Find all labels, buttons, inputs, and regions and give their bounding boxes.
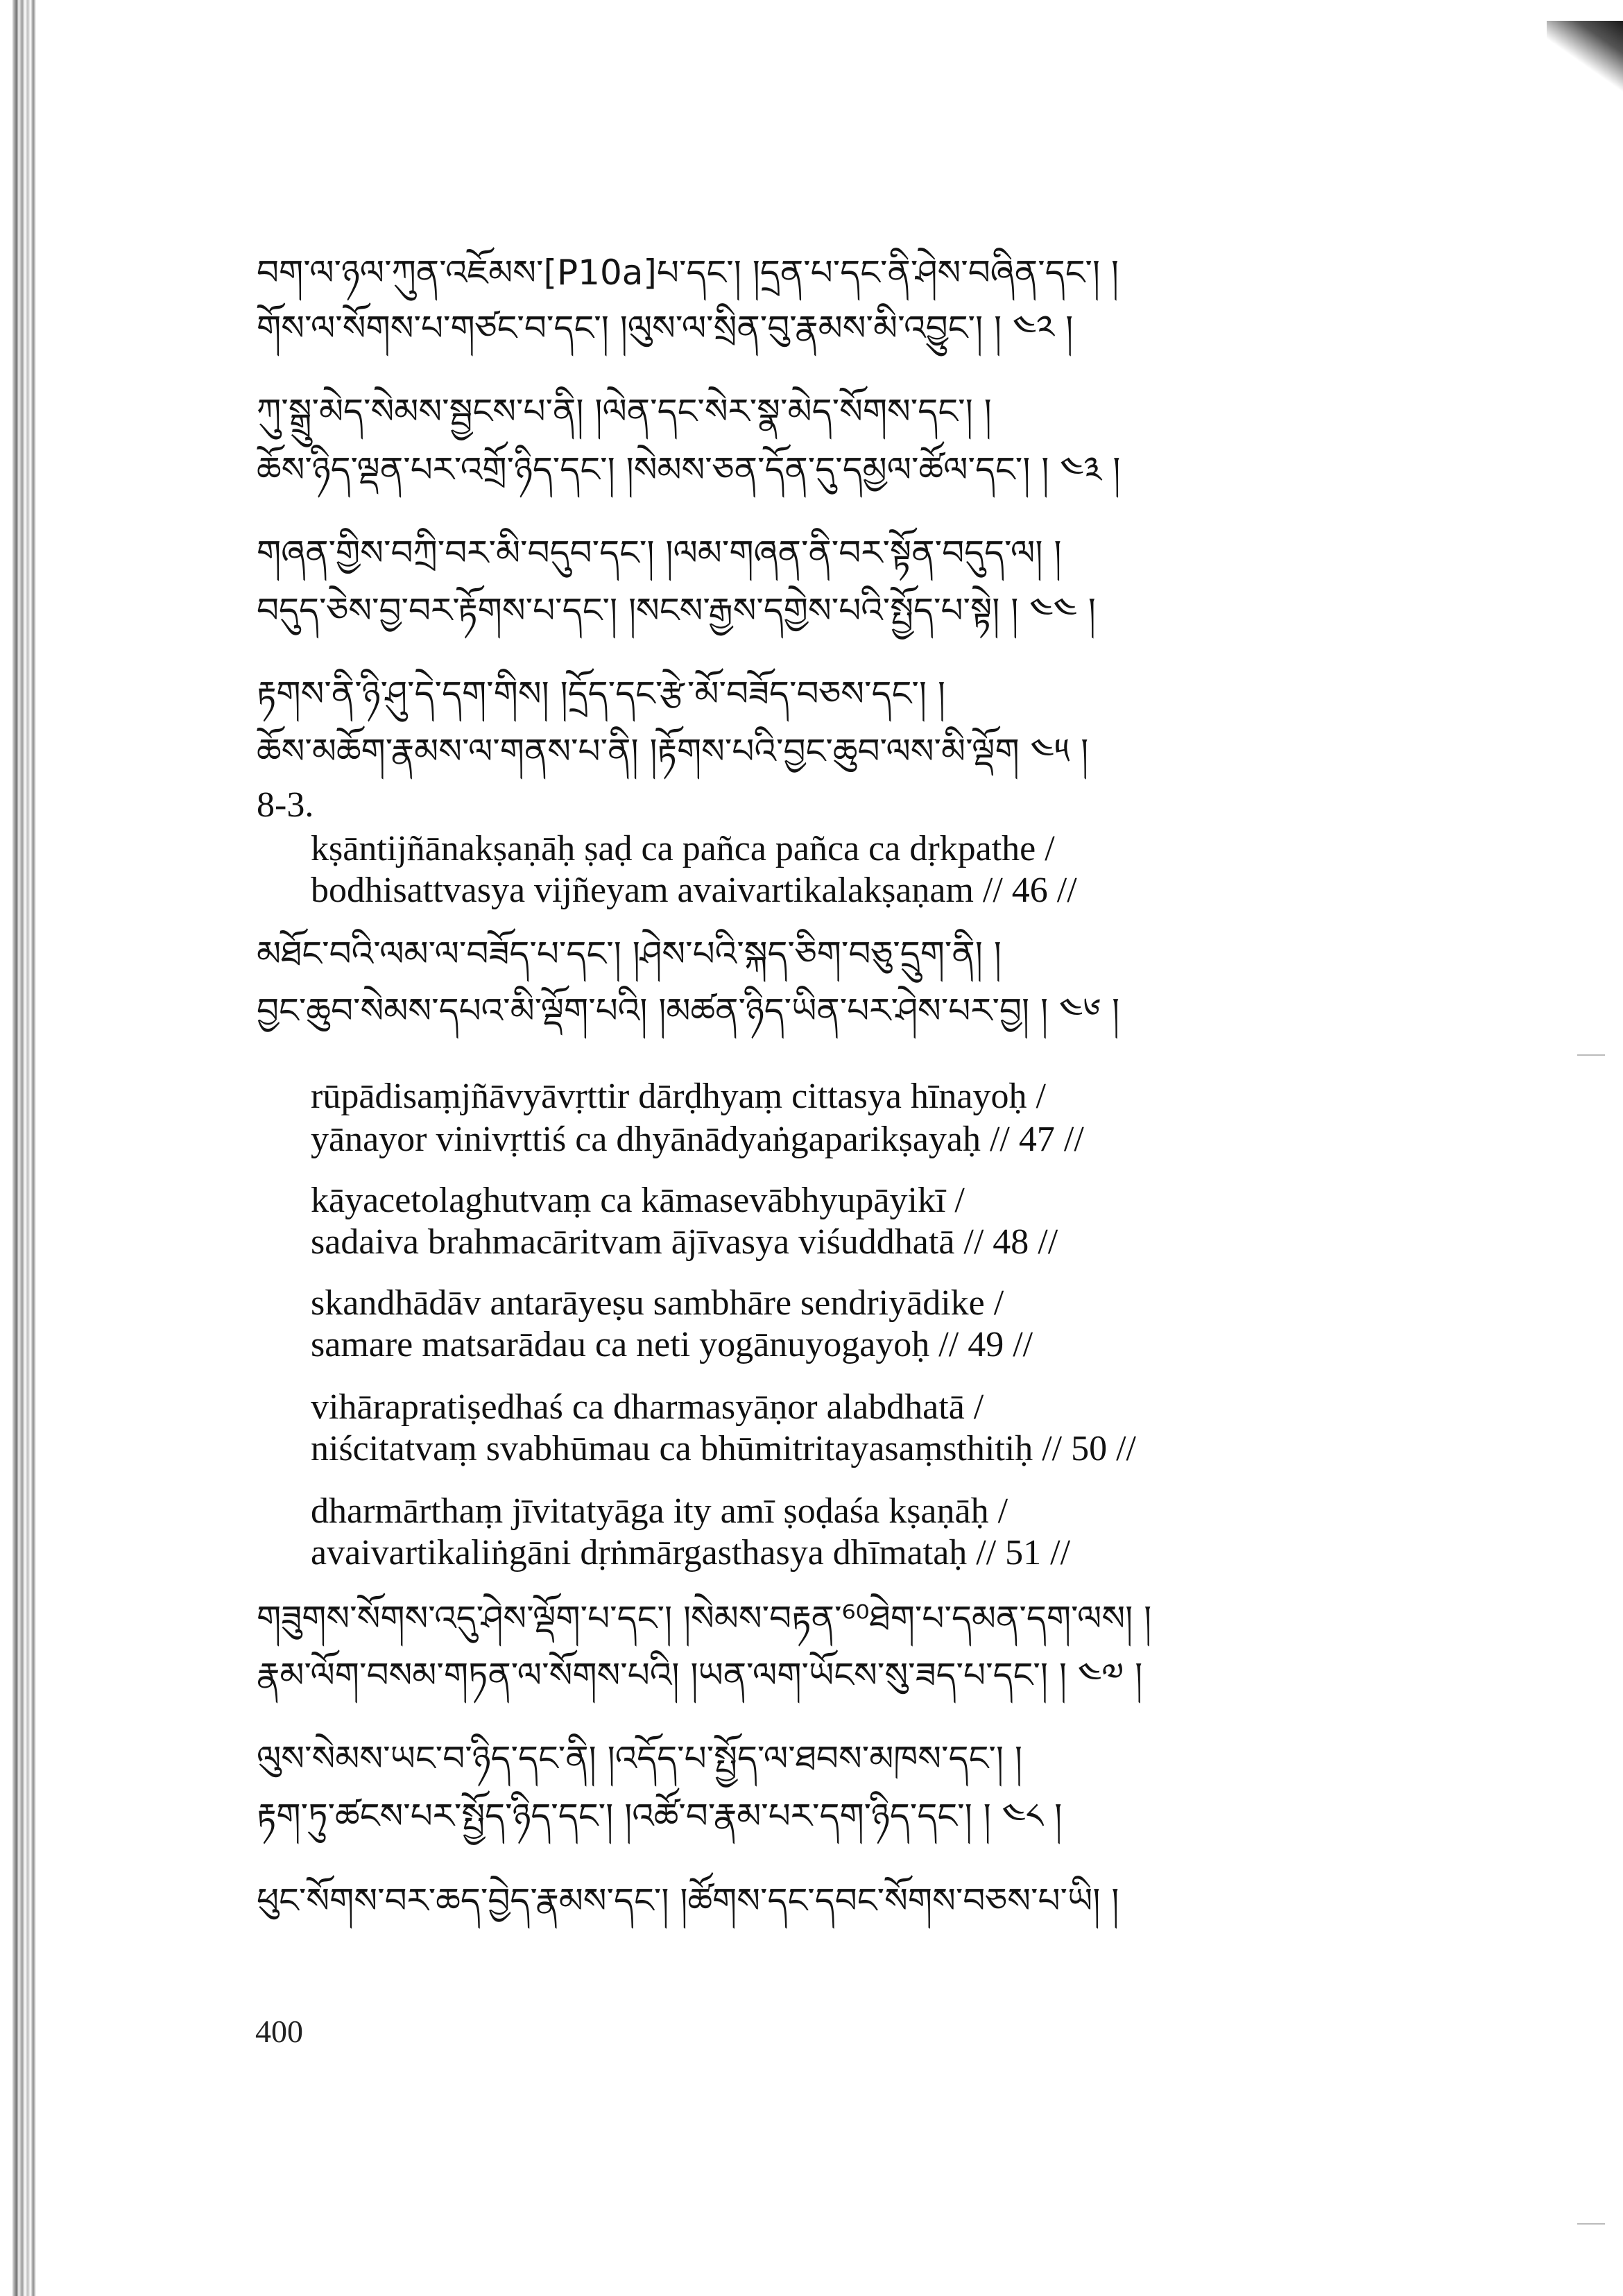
sanskrit-verse-line: avaivartikaliṅgāni dṛṅmārgasthasya dhīmataḥ // 51 // (311, 1533, 1071, 1573)
tibetan-verse-line: གཟུགས་སོགས་འདུ་ཤེས་ལྡོག་པ་དང་། །སེམས་བརྟན་⁶⁰ཐེག་པ་དམན་དག་ལས། ། (257, 1598, 1152, 1638)
tibetan-verse-line: རྟགས་ནི་ཉི་ཤུ་དེ་དག་གིས། །དྲོད་དང་རྩེ་མོ་བཟོད་བཅས་དང་། ། (257, 674, 945, 714)
sanskrit-verse-line: rūpādisaṃjñāvyāvṛttir dārḍhyaṃ cittasya hīnayoḥ / (311, 1077, 1046, 1116)
sanskrit-verse-line: bodhisattvasya vijñeyam avaivartikalakṣaṇam // 46 // (311, 871, 1077, 910)
tibetan-verse-line: ལུས་སེམས་ཡང་བ་ཉིད་དང་ནི། །འདོད་པ་སྤྱོད་ལ་ཐབས་མཁས་དང་། ། (257, 1738, 1022, 1779)
tibetan-verse-line: ཆོས་ཉིད་ལྡན་པར་འགྲོ་ཉིད་དང་། །སེམས་ཅན་དོན་དུ་དམྱལ་ཚོལ་དང་། ། ༤༣ ། (257, 449, 1121, 490)
binding-edge (12, 0, 36, 2296)
section-label: 8-3. (257, 785, 314, 825)
sanskrit-verse-line: skandhādāv antarāyeṣu sambhāre sendriyādike / (311, 1283, 1004, 1323)
scan-edge-mark (1577, 1054, 1605, 1056)
sanskrit-verse-line: kāyacetolaghutvaṃ ca kāmasevābhyupāyikī / (311, 1181, 965, 1220)
tibetan-verse-line: བྱང་ཆུབ་སེམས་དཔའ་མི་ལྡོག་པའི། །མཚན་ཉིད་ཡིན་པར་ཤེས་པར་བྱ། ། ༤༦ ། (257, 991, 1120, 1031)
tibetan-verse-line: གོས་ལ་སོགས་པ་གཙང་བ་དང་། །ལུས་ལ་སྲིན་བུ་རྣམས་མི་འབྱུང་། ། ༤༢ ། (257, 308, 1074, 348)
sanskrit-verse-line: kṣāntijñānakṣaṇāḥ ṣaḍ ca pañca pañca ca dṛkpathe / (311, 829, 1055, 868)
tibetan-verse-line: གཞན་གྱིས་བཀྲི་བར་མི་བདུབ་དང་། །ལམ་གཞན་ནི་བར་སྟོན་བདུད་ལ། ། (257, 533, 1062, 573)
scan-corner-shadow (1547, 21, 1623, 97)
scan-edge-mark (1577, 2223, 1605, 2225)
sanskrit-verse-line: yānayor vinivṛttiś ca dhyānādyaṅgaparikṣayaḥ // 47 // (311, 1120, 1084, 1159)
page-number: 400 (255, 2014, 303, 2049)
sanskrit-verse-line: samare matsarādau ca neti yogānuyogayoḥ // 49 // (311, 1325, 1033, 1364)
sanskrit-verse-line: sadaiva brahmacāritvam ājīvasya viśuddhatā // 48 // (311, 1222, 1058, 1262)
tibetan-verse-line: ཀུ་སྒྲུ་མེད་སེམས་སྦྱངས་པ་ནི། །ལེན་དང་སེར་སྣ་མེད་སོགས་དང་། ། (257, 391, 992, 431)
tibetan-verse-line: ཕུང་སོགས་བར་ཆད་བྱེད་རྣམས་དང་། །ཚོགས་དང་དབང་སོགས་བཅས་པ་ཡི། ། (257, 1881, 1119, 1921)
tibetan-verse-line: བདུད་ཅེས་བྱ་བར་རྟོགས་པ་དང་། །སངས་རྒྱས་དགྱེས་པའི་སྤྱོད་པ་སྟེ། ། ༤༤ ། (257, 590, 1096, 631)
tibetan-verse-line: བག་ལ་ཉལ་ཀུན་འཇོམས་[P10a]པ་དང་། །དྲན་པ་དང་ནི་ཤེས་བཞིན་དང་། ། (257, 252, 1119, 293)
sanskrit-verse-line: niścitatvaṃ svabhūmau ca bhūmitritayasaṃsthitiḥ // 50 // (311, 1429, 1137, 1468)
tibetan-verse-line: མཐོང་བའི་ལམ་ལ་བཟོད་པ་དང་། །ཤེས་པའི་སྐད་ཅིག་བཅུ་དྲུག་ནི། ། (257, 934, 1002, 974)
tibetan-verse-line: ཆོས་མཆོག་རྣམས་ལ་གནས་པ་ནི། །རྟོགས་པའི་བྱང་ཆུབ་ལས་མི་ལྡོག ༤༥ ། (257, 731, 1089, 771)
sanskrit-verse-line: vihārapratiṣedhaś ca dharmasyāṇor alabdhatā / (311, 1387, 984, 1427)
tibetan-verse-line: རྣམ་ལོག་བསམ་གཏན་ལ་སོགས་པའི། །ཡན་ལག་ཡོངས་སུ་ཟད་པ་དང་། ། ༤༧ ། (257, 1655, 1143, 1695)
sanskrit-verse-line: dharmārthaṃ jīvitatyāga ity amī ṣoḍaśa kṣaṇāḥ / (311, 1491, 1008, 1531)
tibetan-verse-line: རྟག་ཏུ་ཚངས་པར་སྤྱོད་ཉིད་དང་། །འཚོ་བ་རྣམ་པར་དག་ཉིད་དང་། ། ༤༨ ། (257, 1796, 1063, 1836)
